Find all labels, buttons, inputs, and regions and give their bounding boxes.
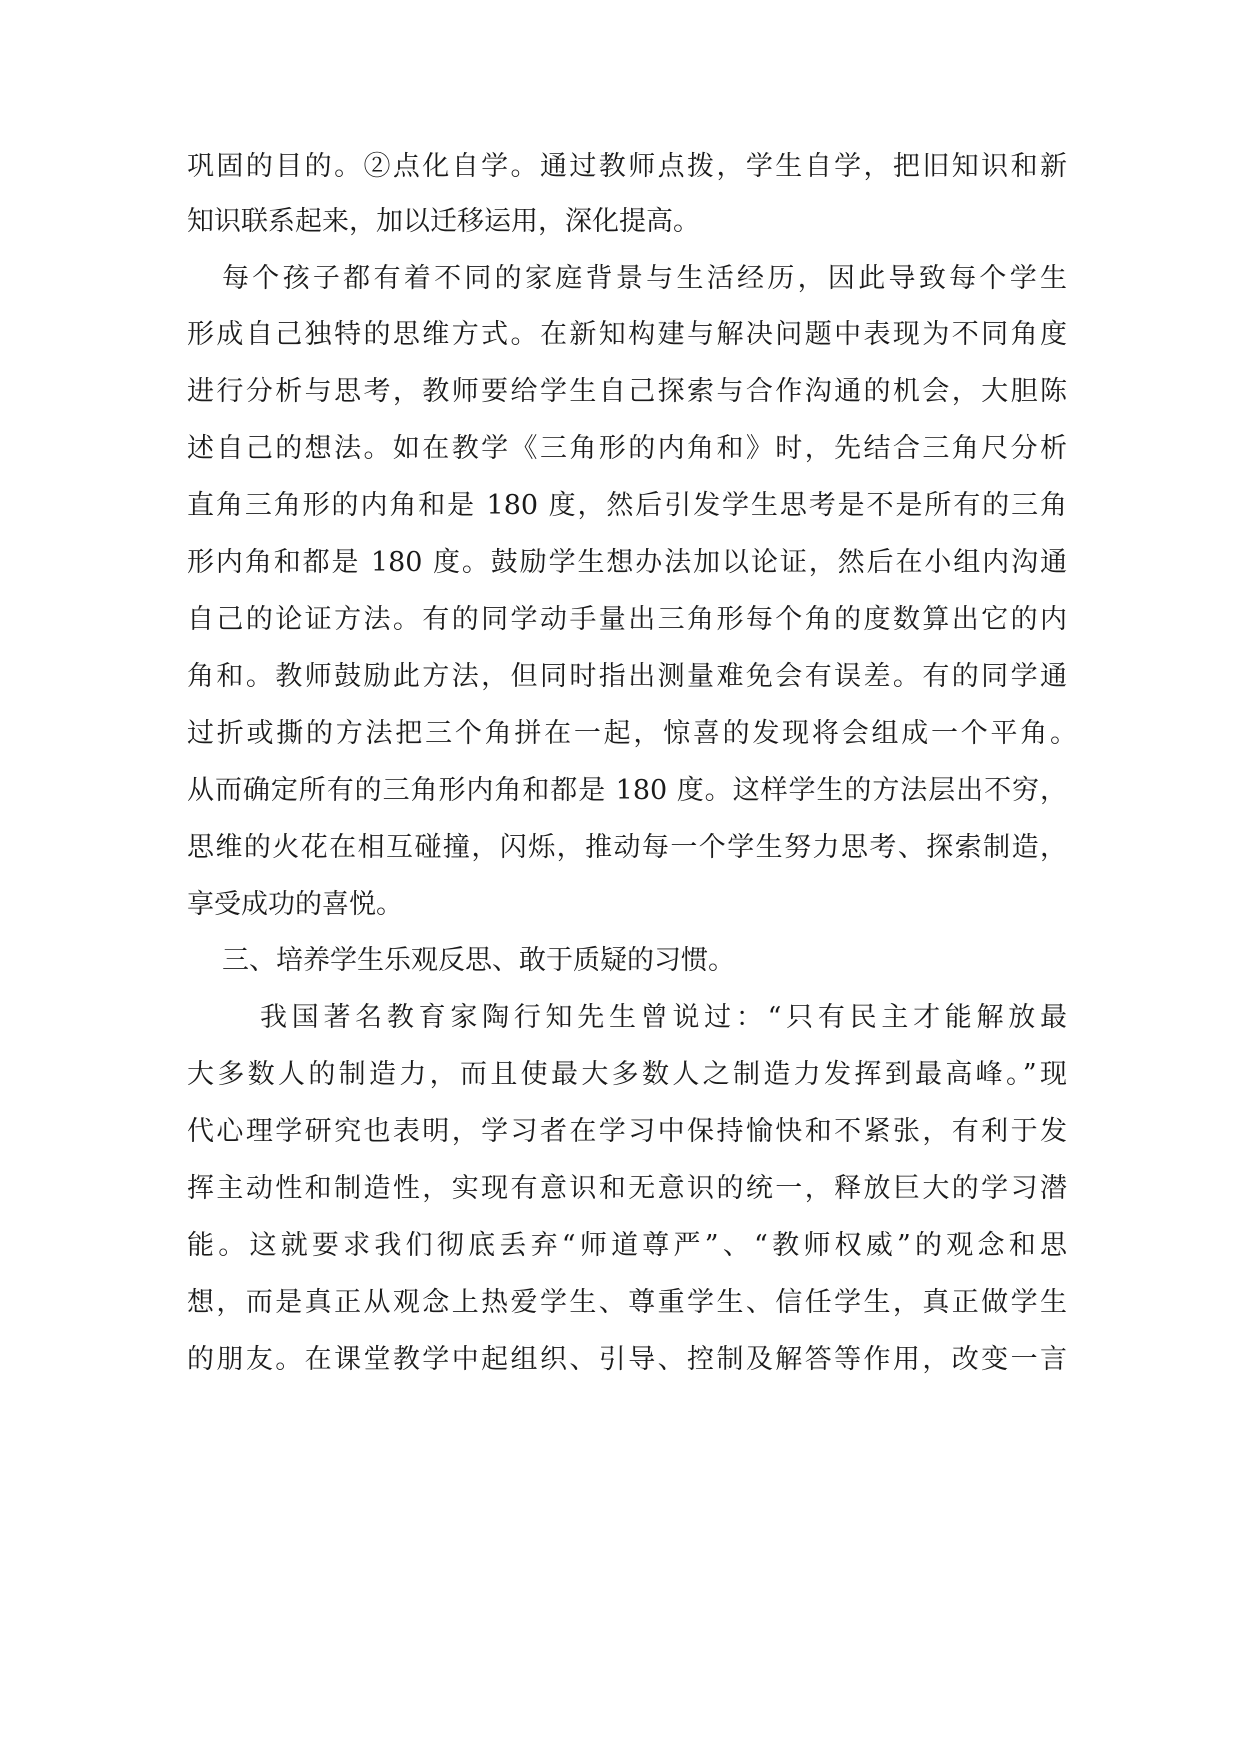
text-line: 从而确定所有的三角形内角和都是 180 度。这样学生的方法层出不穷， <box>187 775 1067 806</box>
text-line: 的朋友。在课堂教学中起组织、引导、控制及解答等作用，改变一言 <box>187 1344 1067 1375</box>
text-line: 我国著名教育家陶行知先生曾说过：“只有民主才能解放最 <box>260 1002 1067 1033</box>
text-line: 每个孩子都有着不同的家庭背景与生活经历，因此导致每个学生 <box>222 263 1067 294</box>
text-line: 大多数人的制造力，而且使最大多数人之制造力发挥到最高峰。”现 <box>187 1059 1067 1090</box>
text-line: 角和。教师鼓励此方法，但同时指出测量难免会有误差。有的同学通 <box>187 661 1067 692</box>
text-line: 巩固的目的。②点化自学。通过教师点拨，学生自学，把旧知识和新 <box>187 151 1067 182</box>
text-line: 形成自己独特的思维方式。在新知构建与解决问题中表现为不同角度 <box>187 319 1067 350</box>
text-line: 进行分析与思考，教师要给学生自己探索与合作沟通的机会，大胆陈 <box>187 376 1067 407</box>
text-line: 述自己的想法。如在教学《三角形的内角和》时，先结合三角尺分析 <box>187 433 1067 464</box>
text-line: 知识联系起来，加以迁移运用，深化提高。 <box>187 206 700 237</box>
section-heading: 三、培养学生乐观反思、敢于质疑的习惯。 <box>222 945 735 976</box>
text-line: 挥主动性和制造性，实现有意识和无意识的统一，释放巨大的学习潜 <box>187 1173 1067 1204</box>
text-line: 形内角和都是 180 度。鼓励学生想办法加以论证，然后在小组内沟通 <box>187 547 1067 578</box>
text-line: 思维的火花在相互碰撞，闪烁，推动每一个学生努力思考、探索制造， <box>187 832 1067 863</box>
text-line: 自己的论证方法。有的同学动手量出三角形每个角的度数算出它的内 <box>187 604 1067 635</box>
text-line: 过折或撕的方法把三个角拼在一起，惊喜的发现将会组成一个平角。 <box>187 718 1077 749</box>
text-line: 代心理学研究也表明，学习者在学习中保持愉快和不紧张，有利于发 <box>187 1116 1067 1147</box>
text-line: 想，而是真正从观念上热爱学生、尊重学生、信任学生，真正做学生 <box>187 1287 1067 1318</box>
text-line: 直角三角形的内角和是 180 度，然后引发学生思考是不是所有的三角 <box>187 490 1067 521</box>
text-line: 享受成功的喜悦。 <box>187 889 403 920</box>
text-line: 能。这就要求我们彻底丢弃“师道尊严”、“教师权威”的观念和思 <box>187 1230 1067 1261</box>
